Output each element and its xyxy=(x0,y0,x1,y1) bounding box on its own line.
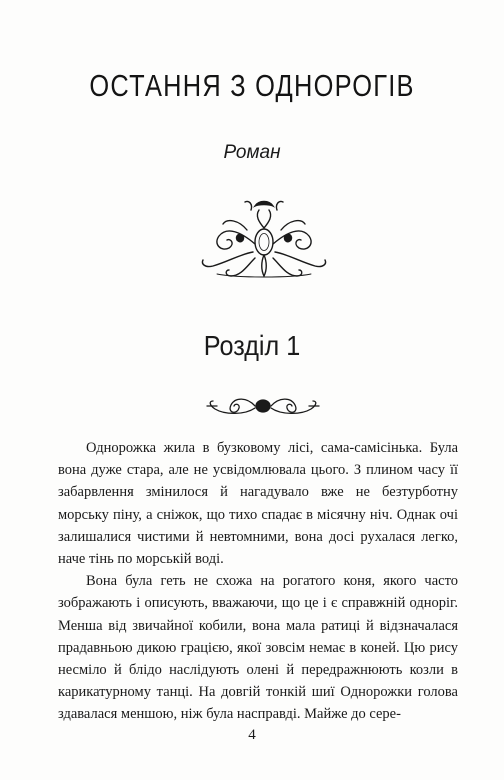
chapter-heading: Розділ 1 xyxy=(203,330,301,361)
divider-ornament-icon xyxy=(205,393,321,419)
book-subtitle: Роман xyxy=(223,142,281,163)
fleuron-ornament-icon xyxy=(197,192,331,284)
paragraph: Вона була геть не схожа на рогатого коня, якого часто зображають і описують, вважаючи, що це і є справжній одноріг. Менша від звичайної кобили, вона мала ратиці й відзначалася прадавньою дикою грацією, якої зовсім немає в коней. Цю рису несміло й блідо наслідують олені й передражнюють козли в карикатурному танці. На довгій тонкій шиї Однорожки голова здавалася меншою, ніж була насправді. Майже до сере- xyxy=(58,573,458,723)
page-number: 4 xyxy=(248,727,256,743)
paragraph: Однорожка жила в бузковому лісі, сама-самісінька. Була вона дуже стара, але не усвідомлювала цього. З плином часу її забарвлення змінилося й нагадувало вже не безтурботну морську піну, а сніжок, що тихо спадає в місячну ніч. Однак очі залишалися чистими й невтомними, вона досі рухалася легко, наче тінь по морській воді. xyxy=(58,440,458,568)
book-title: ОСТАННЯ З ОДНОРОГІВ xyxy=(89,68,415,103)
chapter-body xyxy=(58,437,458,726)
